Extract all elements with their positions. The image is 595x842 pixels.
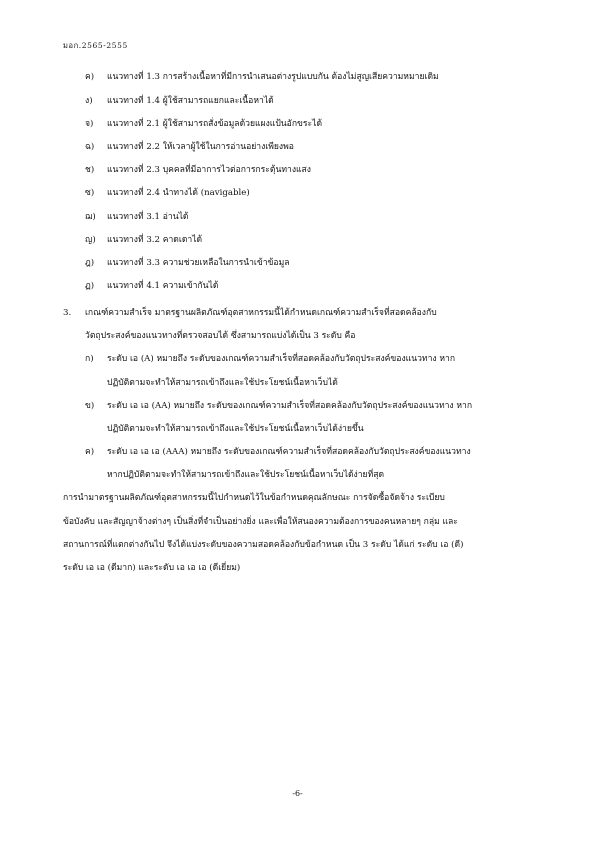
paragraph-line: วัตถุประสงค์ของแนวทางที่ตรวจสอบได้ ซึ่งสามารถแบ่งได้เป็น 3 ระดับ คือ [85, 331, 356, 341]
level-aaa-line: ระดับ เอ เอ เอ (AAA) หมายถึง ระดับของเกณฑ์ความสำเร็จที่สอดคล้องกับวัตถุประสงค์ของแนวทาง [107, 447, 471, 457]
level-aa-line: ระดับ เอ เอ (AA) หมายถึง ระดับของเกณฑ์ความสำเร็จที่สอดคล้องกับวัตถุประสงค์ของแนวทาง หาก [107, 401, 473, 411]
list-item: แนวทางที่ 2.2 ให้เวลาผู้ใช้ในการอ่านอย่างเพียงพอ [107, 142, 294, 152]
list-marker: ฌ) [85, 212, 96, 222]
level-a-line: ระดับ เอ (A) หมายถึง ระดับของเกณฑ์ความสำเร็จที่สอดคล้องกับวัตถุประสงค์ของแนวทาง หาก [107, 354, 456, 364]
paragraph-line: สถานการณ์ที่แตกต่างกันไป จึงได้แบ่งระดับของความสอดคล้องกับข้อกำหนด เป็น 3 ระดับ ได้แก่ ระดับ เอ (ดี) [63, 540, 464, 550]
level-a-line: ปฏิบัติตามจะทำให้สามารถเข้าถึงและใช้ประโยชน์เนื้อหาเว็บได้ [107, 378, 338, 388]
list-item: แนวทางที่ 4.1 ความเข้ากันได้ [107, 281, 219, 291]
paragraph-line: การนำมาตรฐานผลิตภัณฑ์อุตสาหกรรมนี้ไปกำหนดไว้ในข้อกำหนดคุณลักษณะ การจัดซื้อจัดจ้าง ระเบียบ [63, 493, 445, 503]
paragraph-line: ข้อบังคับ และสัญญาจ้างต่างๆ เป็นสิ่งที่จำเป็นอย่างยิ่ง และเพื่อให้สนองความต้องการของคนหลายๆ กลุ่ม และ [63, 517, 458, 527]
section-number: 3. [63, 308, 72, 318]
list-item: แนวทางที่ 1.4 ผู้ใช้สามารถแยกและเนื้อหาได้ [107, 96, 274, 106]
page-number: -6- [292, 789, 303, 798]
list-item: แนวทางที่ 1.3 การสร้างเนื้อหาที่มีการนำเสนอต่างรูปแบบกัน ต้องไม่สูญเสียความหมายเดิม [107, 72, 439, 82]
document-code: มอก.2565-2555 [63, 41, 128, 50]
list-item: แนวทางที่ 3.2 คาดเดาได้ [107, 235, 203, 245]
paragraph-line: เกณฑ์ความสำเร็จ มาตรฐานผลิตภัณฑ์อุตสาหกรรมนี้ได้กำหนดเกณฑ์ความสำเร็จที่สอดคล้องกับ [85, 308, 437, 318]
list-marker: ก) [85, 354, 94, 364]
list-marker: ฉ) [85, 142, 95, 152]
list-marker: ง) [85, 96, 93, 106]
list-marker: ค) [85, 447, 95, 457]
list-marker: ฏ) [85, 281, 95, 291]
list-marker: จ) [85, 119, 94, 129]
list-marker: ช) [85, 165, 95, 175]
list-marker: ญ) [85, 235, 96, 245]
list-item: แนวทางที่ 2.3 บุคคลที่มีอาการไวต่อการกระตุ้นทางแสง [107, 165, 311, 175]
list-item: แนวทางที่ 2.4 นำทางได้ (navigable) [107, 188, 250, 198]
list-marker: ฎ) [85, 258, 95, 268]
level-aa-line: ปฏิบัติตามจะทำให้สามารถเข้าถึงและใช้ประโยชน์เนื้อหาเว็บได้ง่ายขึ้น [107, 424, 364, 434]
list-marker: ซ) [85, 188, 95, 198]
list-marker: ข) [85, 401, 95, 411]
list-item: แนวทางที่ 3.1 อ่านได้ [107, 212, 189, 222]
level-aaa-line: หากปฏิบัติตามจะทำให้สามารถเข้าถึงและใช้ประโยชน์เนื้อหาเว็บได้ง่ายที่สุด [107, 470, 385, 480]
list-item: แนวทางที่ 3.3 ความช่วยเหลือในการนำเข้าข้อมูล [107, 258, 290, 268]
list-item: แนวทางที่ 2.1 ผู้ใช้สามารถสั่งข้อมูลด้วยแผงแป้นอักขระได้ [107, 119, 323, 129]
paragraph-line: ระดับ เอ เอ (ดีมาก) และระดับ เอ เอ เอ (ดีเยี่ยม) [63, 563, 241, 573]
list-marker: ค) [85, 72, 95, 82]
